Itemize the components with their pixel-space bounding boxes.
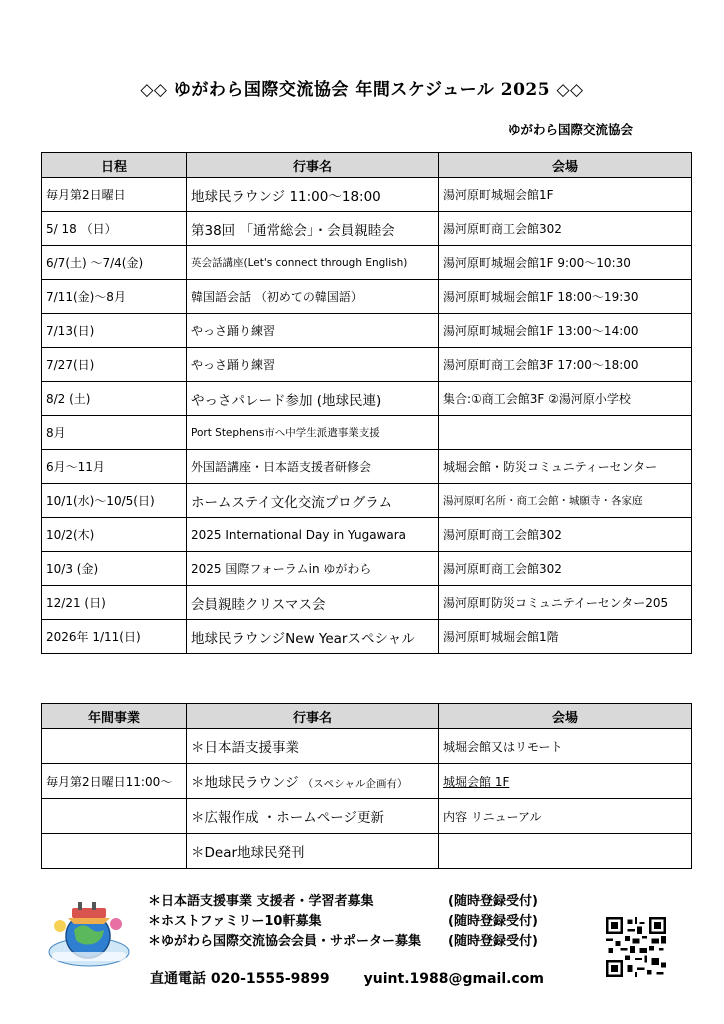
annual-date xyxy=(42,834,187,869)
schedule-date: 5/ 18 （日） xyxy=(42,212,187,246)
organization-name: ゆがわら国際交流協会 xyxy=(508,122,634,137)
table-row xyxy=(42,348,692,382)
annual-date: 毎月第2日曜日11:00～ xyxy=(42,764,187,799)
note-status: (随時登録受付) xyxy=(448,894,538,909)
schedule-header-row xyxy=(42,153,692,178)
note-text: ＊ホストファミリー10軒募集 xyxy=(148,914,322,929)
schedule-event: 2025 International Day in Yugawara xyxy=(187,518,439,552)
annual-table xyxy=(41,703,692,869)
annual-date xyxy=(42,729,187,764)
header-venue: 会場 xyxy=(439,704,692,729)
table-row xyxy=(42,729,692,764)
table-row xyxy=(42,178,692,212)
page-title: ◇◇ ゆがわら国際交流協会 年間スケジュール 2025 ◇◇ xyxy=(140,80,584,100)
phone-number: 直通電話 020-1555-9899 xyxy=(150,971,330,987)
schedule-event: ホームステイ文化交流プログラム xyxy=(187,484,439,518)
table-row xyxy=(42,280,692,314)
header-event: 行事名 xyxy=(187,704,439,729)
schedule-event: 地球民ラウンジ 11:00～18:00 xyxy=(187,178,439,212)
schedule-event: やっさ踊り練習 xyxy=(187,348,439,382)
annual-venue xyxy=(439,834,692,869)
schedule-event: やっさ踊り練習 xyxy=(187,314,439,348)
schedule-venue: 湯河原町城堀会館1階 xyxy=(439,620,692,654)
annual-event: ＊Dear地球民発刊 xyxy=(187,834,439,869)
schedule-venue: 湯河原町商工会館3F 17:00～18:00 xyxy=(439,348,692,382)
schedule-venue xyxy=(439,416,692,450)
note-status: (随時登録受付) xyxy=(448,934,538,949)
header-date: 日程 xyxy=(42,153,187,178)
schedule-venue: 湯河原町城堀会館1F 18:00～19:30 xyxy=(439,280,692,314)
table-row xyxy=(42,799,692,834)
header-annual: 年間事業 xyxy=(42,704,187,729)
table-row xyxy=(42,586,692,620)
schedule-date: 6/7(土) ～7/4(金) xyxy=(42,246,187,280)
schedule-event: 2025 国際フォーラムin ゆがわら xyxy=(187,552,439,586)
schedule-venue: 集合:①商工会館3F ②湯河原小学校 xyxy=(439,382,692,416)
schedule-venue: 湯河原町防災コミュニテイーセンター205 xyxy=(439,586,692,620)
schedule-event: 第38回 「通常総会」・会員親睦会 xyxy=(187,212,439,246)
schedule-venue: 湯河原町城堀会館1F 13:00～14:00 xyxy=(439,314,692,348)
table-row xyxy=(42,764,692,799)
schedule-table xyxy=(41,152,692,654)
table-row xyxy=(42,212,692,246)
schedule-date: 毎月第2日曜日 xyxy=(42,178,187,212)
table-row xyxy=(42,834,692,869)
schedule-date: 2026年 1/11(日) xyxy=(42,620,187,654)
schedule-venue: 湯河原町城堀会館1F 9:00～10:30 xyxy=(439,246,692,280)
schedule-date: 8月 xyxy=(42,416,187,450)
table-row xyxy=(42,518,692,552)
notes-section xyxy=(148,892,538,952)
schedule-venue: 湯河原町商工会館302 xyxy=(439,212,692,246)
annual-venue: 内容 リニューアル xyxy=(439,799,692,834)
annual-event-cell xyxy=(187,764,439,799)
list-item xyxy=(148,932,538,952)
table-row xyxy=(42,450,692,484)
qr-code-icon xyxy=(606,917,666,977)
note-text: ＊ゆがわら国際交流協会会員・サポーター募集 xyxy=(148,934,422,949)
schedule-date: 7/11(金)～8月 xyxy=(42,280,187,314)
table-row xyxy=(42,246,692,280)
schedule-event: 地球民ラウンジNew Yearスペシャル xyxy=(187,620,439,654)
annual-venue: 城堀会館又はリモート xyxy=(439,729,692,764)
note-status: (随時登録受付) xyxy=(448,914,538,929)
annual-event: ＊地球民ラウンジ xyxy=(191,775,299,791)
table-row xyxy=(42,382,692,416)
association-logo xyxy=(44,900,134,972)
schedule-date: 8/2 (土) xyxy=(42,382,187,416)
table-row xyxy=(42,484,692,518)
schedule-date: 7/13(日) xyxy=(42,314,187,348)
header-event: 行事名 xyxy=(187,153,439,178)
annual-venue: 城堀会館 1F xyxy=(439,764,692,799)
email-address[interactable]: yuint.1988@gmail.com xyxy=(363,971,544,987)
table-row xyxy=(42,314,692,348)
schedule-date: 10/1(水)～10/5(日) xyxy=(42,484,187,518)
table-row xyxy=(42,620,692,654)
note-text: ＊日本語支援事業 支援者・学習者募集 xyxy=(148,894,374,909)
schedule-event: Port Stephens市へ中学生派遣事業支援 xyxy=(187,416,439,450)
schedule-date: 10/2(木) xyxy=(42,518,187,552)
schedule-venue: 城堀会館・防災コミュニティーセンター xyxy=(439,450,692,484)
schedule-event: 外国語講座・日本語支援者研修会 xyxy=(187,450,439,484)
annual-event: ＊広報作成 ・ホームページ更新 xyxy=(187,799,439,834)
schedule-event: 韓国語会話 （初めての韓国語） xyxy=(187,280,439,314)
table-row xyxy=(42,552,692,586)
list-item xyxy=(148,892,538,912)
contact-info xyxy=(150,968,544,988)
schedule-venue: 湯河原町商工会館302 xyxy=(439,518,692,552)
schedule-date: 6月～11月 xyxy=(42,450,187,484)
schedule-venue: 湯河原町城堀会館1F xyxy=(439,178,692,212)
schedule-venue: 湯河原町名所・商工会館・城願寺・各家庭 xyxy=(439,484,692,518)
annual-event-note: （スペシャル企画有） xyxy=(302,778,408,790)
schedule-date: 7/27(日) xyxy=(42,348,187,382)
schedule-event: 英会話講座(Let's connect through English) xyxy=(187,246,439,280)
schedule-date: 10/3 (金) xyxy=(42,552,187,586)
header-venue: 会場 xyxy=(439,153,692,178)
schedule-date: 12/21 (日) xyxy=(42,586,187,620)
schedule-event: やっさパレード参加 (地球民連) xyxy=(187,382,439,416)
schedule-event: 会員親睦クリスマス会 xyxy=(187,586,439,620)
annual-date xyxy=(42,799,187,834)
schedule-venue: 湯河原町商工会館302 xyxy=(439,552,692,586)
annual-header-row xyxy=(42,704,692,729)
annual-event: ＊日本語支援事業 xyxy=(187,729,439,764)
table-row xyxy=(42,416,692,450)
list-item xyxy=(148,912,538,932)
